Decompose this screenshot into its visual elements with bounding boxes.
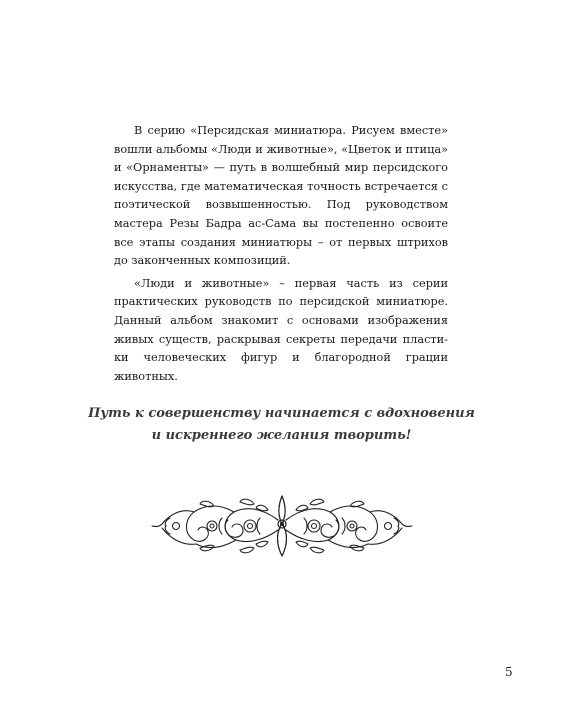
- page-number: 5: [505, 665, 513, 679]
- motto-line: и искреннего желания творить!: [151, 428, 412, 443]
- intro-paragraph: В серию «Персидская миниатюра. Рисуем вместе» вошли альбомы «Люди и животные», «Цветок и птица» и «Орнаменты» — путь в волшебный мир персидского искусства, где математическая точность встречается с поэтической возвышенностью. Под руководством мастера Резы Бадра ас-Сама вы постепенно освоите все этапы создания миниатюры – от первых штрихов до законченных композиций.: [114, 124, 448, 268]
- floral-ornament-icon: [150, 490, 414, 562]
- motto-quote: [60, 403, 503, 447]
- intro-paragraph: «Люди и животные» – первая часть из серии практических руководств по персидской миниатюре. Данный альбом знакомит с основами изображения живых существ, раскрывая секреты передачи пластики человеческих фигур и благородной грации животных.: [114, 276, 448, 383]
- intro-text: [114, 122, 448, 386]
- motto-line: Путь к совершенству начинается с вдохновения: [88, 406, 475, 421]
